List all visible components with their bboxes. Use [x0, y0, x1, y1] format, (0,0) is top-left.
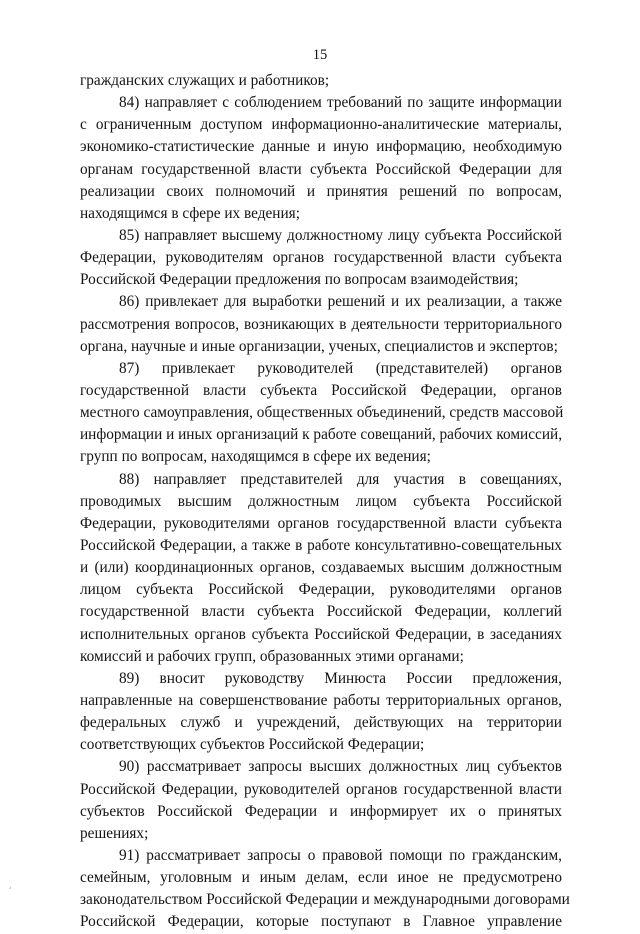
- text-line: 85) направляет высшему должностному лицу субъекта Российской: [119, 226, 562, 244]
- text-line: 84) направляет с соблюдением требований по защите информации: [119, 94, 562, 112]
- text-line: комиссий и рабочих групп, образованных этими органами;: [80, 647, 464, 665]
- text-line: экономико-статистические данные и иную информацию, необходимую: [80, 138, 562, 156]
- margin-mark: ¸: [8, 880, 13, 890]
- text-line: местного самоуправления, общественных объединений, средств массовой: [80, 404, 564, 422]
- text-line: групп по вопросам, находящимся в сфере их ведения;: [80, 448, 431, 466]
- text-line: исполнительных органов субъекта Российской Федерации, в заседаниях: [80, 625, 562, 643]
- paragraph-continuation: [80, 70, 562, 92]
- paragraph-84: [80, 92, 562, 225]
- text-line: Федерации, руководителям органов государственной власти субъекта: [80, 249, 562, 267]
- text-line: Российской Федерации, которые поступают в Главное управление: [80, 913, 562, 931]
- text-line: с ограниченным доступом информационно-аналитические материалы,: [80, 116, 562, 134]
- text-line: 90) рассматривает запросы высших должностных лиц субъектов: [119, 758, 562, 776]
- text-line: 89) вносит руководству Минюста России предложения,: [119, 669, 562, 687]
- text-line: рассмотрения вопросов, возникающих в деятельности территориального: [80, 315, 562, 333]
- text-line: проводимых высшим должностным лицом субъекта Российской: [80, 492, 562, 510]
- text-line: государственной власти субъекта Российской Федерации, коллегий: [80, 603, 562, 621]
- paragraph-90: [80, 756, 562, 845]
- paragraph-91: [80, 845, 570, 934]
- text-line: государственной власти субъекта Российской Федерации, органов: [80, 381, 562, 399]
- text-line: 91) рассматривает запросы о правовой помощи по гражданским,: [119, 846, 562, 864]
- page-number: 15: [312, 47, 328, 63]
- text-line: 87) привлекает руководителей (представителей) органов: [119, 359, 562, 377]
- paragraph-89: [80, 668, 562, 757]
- paragraph-87: [80, 358, 562, 469]
- text-line: органа, научные и иные организации, ученых, специалистов и экспертов;: [80, 337, 558, 355]
- paragraph-86: [80, 291, 562, 357]
- document-body: [80, 70, 570, 933]
- text-line: органам государственной власти субъекта Российской Федерации для: [80, 160, 562, 178]
- text-line: находящимся в сфере их ведения;: [80, 204, 300, 222]
- text-line: законодательством Российской Федерации и международными договорами: [80, 891, 570, 909]
- text-line: информации и иных организаций к работе совещаний, рабочих комиссий,: [80, 426, 563, 444]
- text-line: Российской Федерации, а также в работе консультативно-совещательных: [80, 536, 562, 554]
- text-line: 86) привлекает для выработки решений и их реализации, а также: [119, 293, 562, 311]
- text-line: Федерации, руководителями органов государственной власти субъекта: [80, 514, 562, 532]
- text-line: и (или) координационных органов, создаваемых высшим должностным: [80, 559, 562, 577]
- text-line: решениях;: [80, 824, 149, 842]
- text-line: направленные на совершенствование работы территориальных органов,: [80, 691, 562, 709]
- text-line: Российской Федерации предложения по вопросам взаимодействия;: [80, 271, 519, 289]
- paragraph-85: [80, 225, 562, 291]
- text-line: семейным, уголовным и иным делам, если иное не предусмотрено: [80, 869, 562, 887]
- text-line: федеральных служб и учреждений, действующих на территории: [80, 714, 562, 732]
- text-line: лицом субъекта Российской Федерации, руководителями органов: [80, 581, 562, 599]
- text-line: Российской Федерации, руководителей органов государственной власти: [80, 780, 562, 798]
- text-line: 88) направляет представителей для участия в совещаниях,: [119, 470, 562, 488]
- text-line: реализации своих полномочий и принятия решений по вопросам,: [80, 182, 562, 200]
- text-line: субъектов Российской Федерации и информирует их о принятых: [80, 802, 562, 820]
- paragraph-88: [80, 469, 562, 668]
- text-line: соответствующих субъектов Российской Федерации;: [80, 736, 425, 754]
- text-line: гражданских служащих и работников;: [80, 72, 330, 89]
